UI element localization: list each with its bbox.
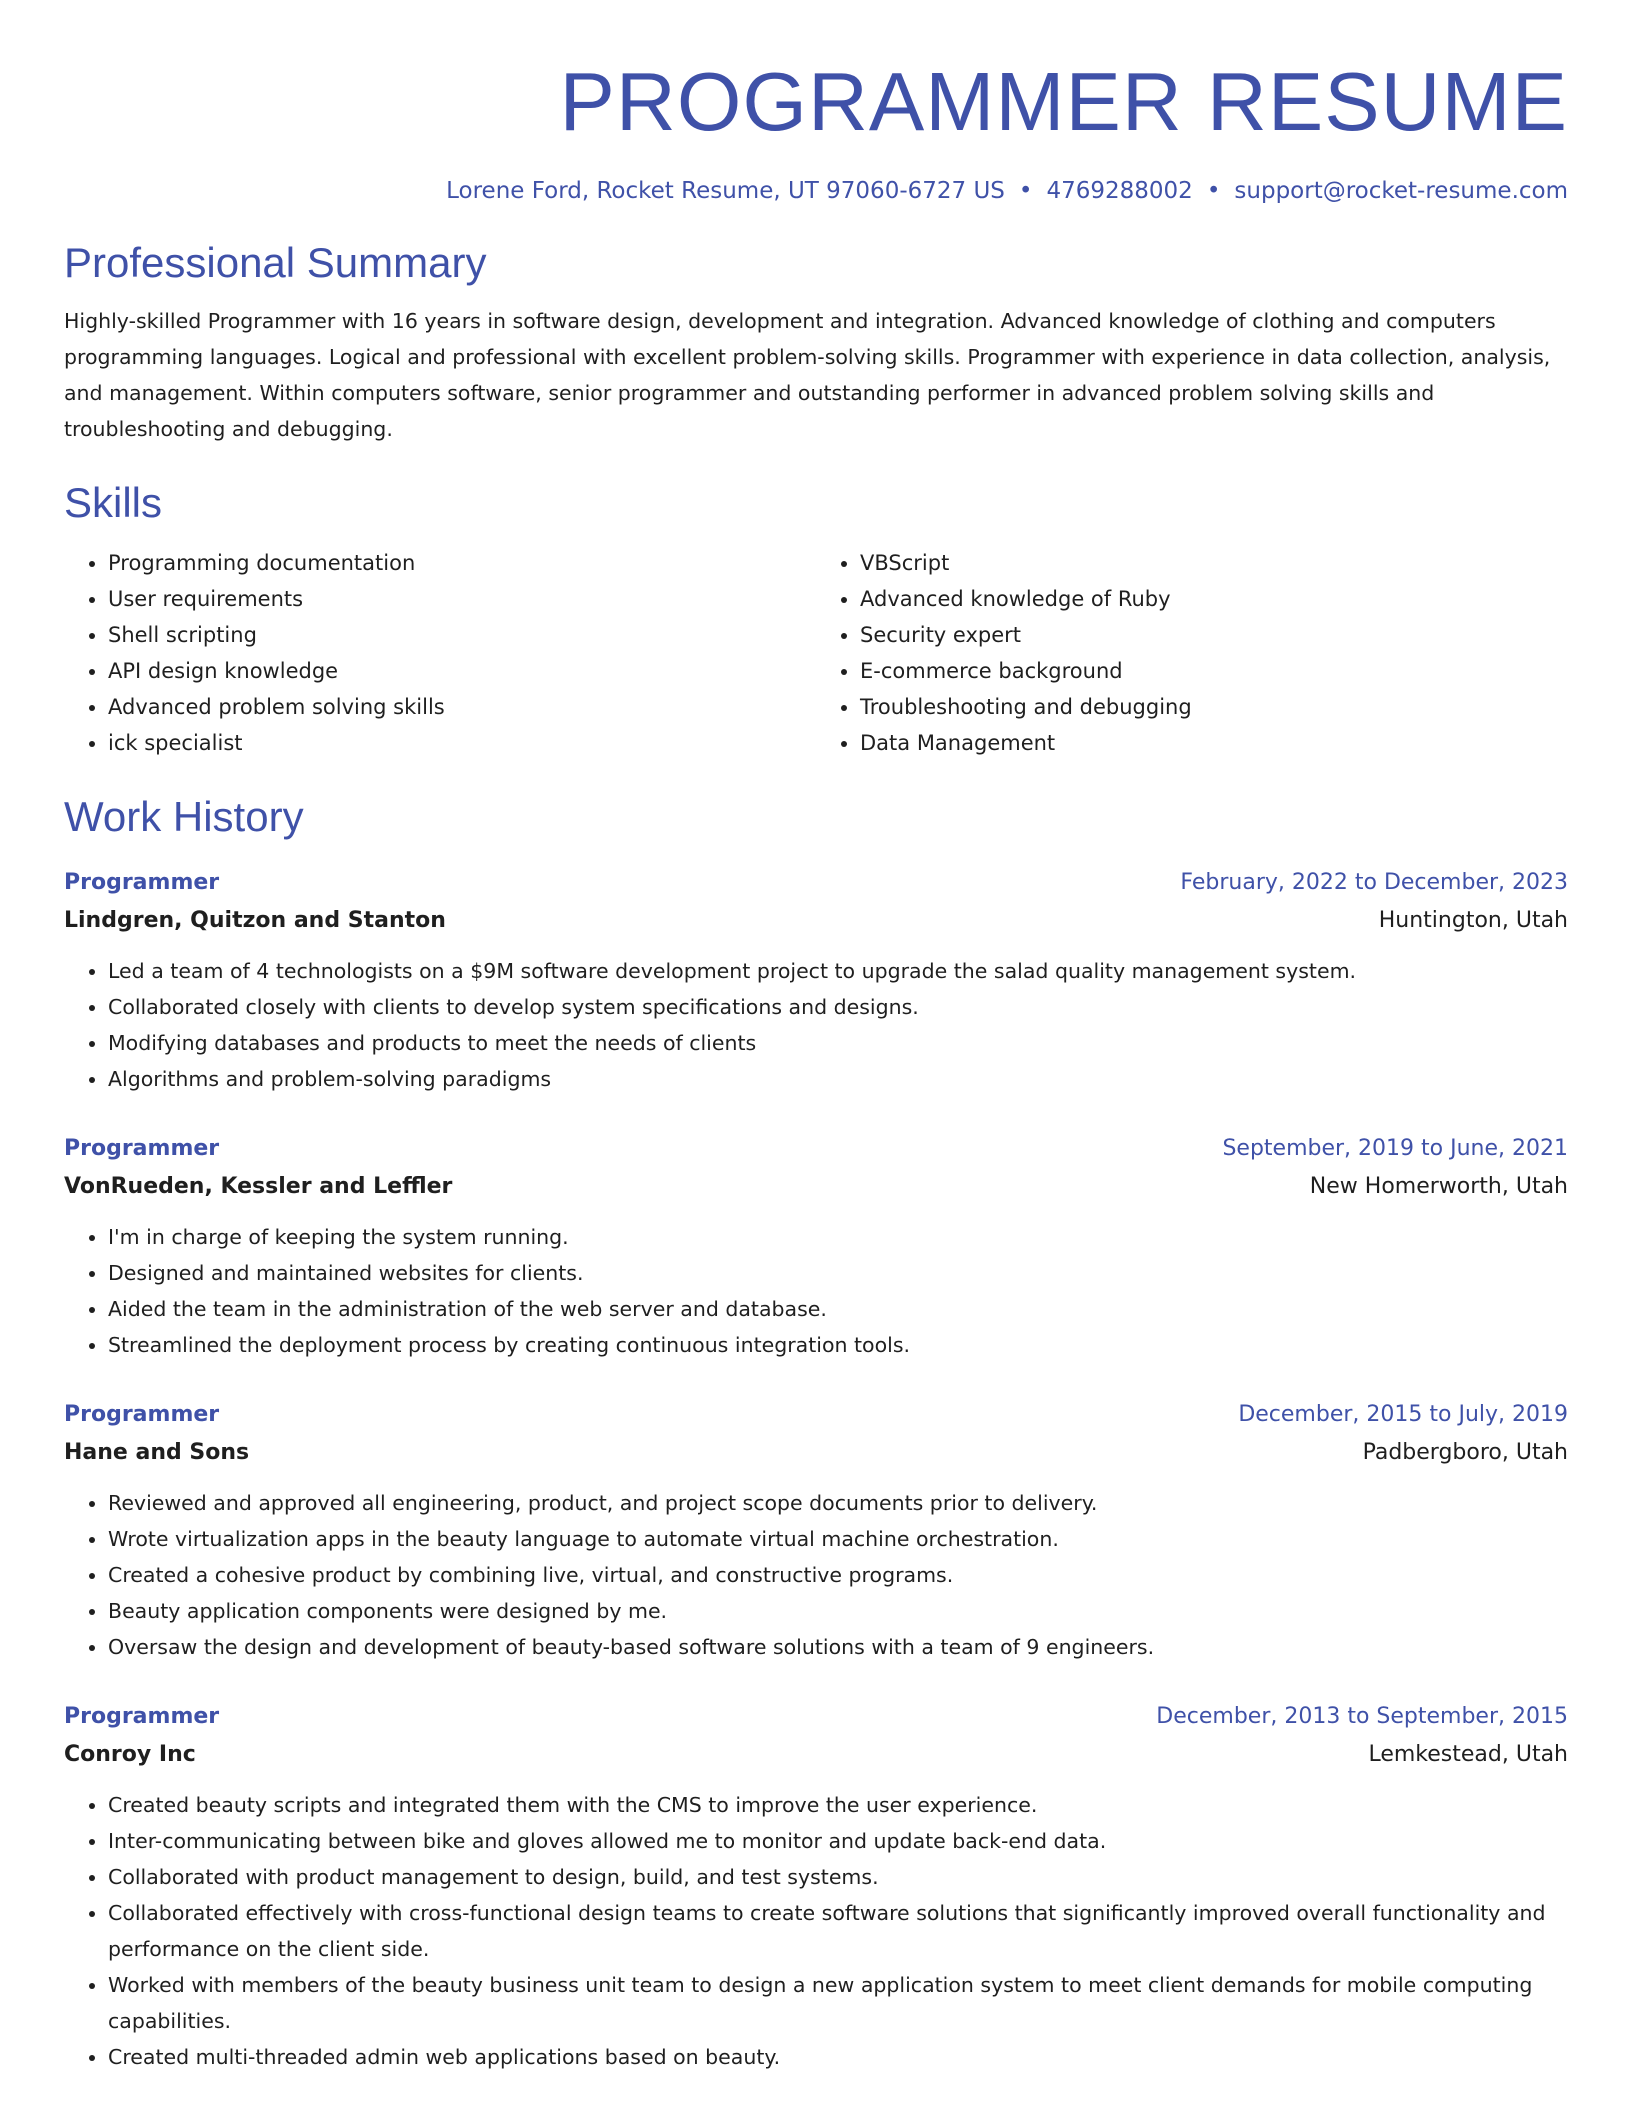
skill-item: • Programming documentation [108,545,816,581]
job-title: Programmer [64,1136,220,1161]
skills-column-left [64,545,816,761]
job-header-row [64,1701,1568,1733]
summary-heading: Professional Summary [64,239,487,286]
skills-heading: Skills [64,479,163,526]
skill-item: • E-commerce background [860,653,1568,689]
job-bullet: • Collaborated closely with clients to develop system specifications and designs. [108,989,1568,1025]
resume-header [64,0,1568,207]
job-company: Hane and Sons [64,1440,250,1465]
job-bullets [64,1787,1568,2075]
job-title: Programmer [64,1402,220,1427]
skill-item: • Shell scripting [108,617,816,653]
job-bullet: • I'm in charge of keeping the system running. [108,1219,1568,1255]
job-header-row [64,867,1568,899]
job-bullet: • Created a cohesive product by combining live, virtual, and constructive programs. [108,1557,1568,1593]
job-dates: December, 2013 to September, 2015 [1156,1704,1568,1729]
contact-address: Lorene Ford, Rocket Resume, UT 97060-6727 US [446,178,1005,204]
work-history-heading: Work History [64,793,304,840]
contact-separator: • [1018,178,1033,204]
skill-item: • ick specialist [108,725,816,761]
job-bullet: • Collaborated with product management to design, build, and test systems. [108,1859,1568,1895]
job-header-row [64,1133,1568,1165]
job-bullet: • Reviewed and approved all engineering, product, and project scope documents prior to delivery. [108,1485,1568,1521]
job-bullet: • Algorithms and problem-solving paradigms [108,1061,1568,1097]
job-bullet: • Streamlined the deployment process by creating continuous integration tools. [108,1327,1568,1363]
job-bullet: • Worked with members of the beauty business unit team to design a new application system to meet client demands for mobile computing capabilities. [108,1967,1568,2039]
job-header-row [64,1399,1568,1431]
skill-item: • Troubleshooting and debugging [860,689,1568,725]
skill-item: • Data Management [860,725,1568,761]
resume-title: PROGRAMMER RESUME [559,55,1568,148]
job-location: New Homerworth, Utah [1309,1174,1568,1199]
job-bullet: • Wrote virtualization apps in the beauty language to automate virtual machine orchestration. [108,1521,1568,1557]
contact-email[interactable]: support@rocket-resume.com [1234,178,1568,204]
job-company: Conroy Inc [64,1742,196,1767]
contact-phone[interactable]: 4769288002 [1046,178,1193,204]
job-bullet: • Modifying databases and products to meet the needs of clients [108,1025,1568,1061]
job-bullet: • Created multi-threaded admin web applications based on beauty. [108,2039,1568,2075]
job-company: Lindgren, Quitzon and Stanton [64,908,446,933]
skill-item: • VBScript [860,545,1568,581]
job-company-row [64,1431,1568,1469]
job-bullet: • Collaborated effectively with cross-functional design teams to create software solutions that significantly improved overall functionality and performance on the client side. [108,1895,1568,1967]
summary-text: Highly-skilled Programmer with 16 years in software design, development and integration. Advanced knowledge of clothing and computers programming languages. Logical and professional with excellent problem-solving skills. Programmer with experience in data collection, analysis, and management. Within computers software, senior programmer and outstanding performer in advanced problem solving skills and troubleshooting and debugging. [64,309,1551,441]
job-bullet: • Oversaw the design and development of beauty-based software solutions with a team of 9 engineers. [108,1629,1568,1665]
job-title: Programmer [64,1704,220,1729]
job-bullet: • Designed and maintained websites for clients. [108,1255,1568,1291]
job-company-row [64,1733,1568,1771]
skill-item: • Advanced problem solving skills [108,689,816,725]
job-bullets [64,1485,1568,1665]
job-location: Lemkestead, Utah [1368,1742,1568,1767]
skill-item: • Security expert [860,617,1568,653]
job-location: Huntington, Utah [1378,908,1568,933]
job-bullets [64,953,1568,1097]
job-bullet: • Created beauty scripts and integrated them with the CMS to improve the user experience. [108,1787,1568,1823]
job-bullet: • Aided the team in the administration of the web server and database. [108,1291,1568,1327]
job-bullet: • Inter-communicating between bike and gloves allowed me to monitor and update back-end data. [108,1823,1568,1859]
job-entry [64,1701,1568,2075]
contact-line [64,175,1568,207]
skill-item: • User requirements [108,581,816,617]
job-entry [64,1133,1568,1363]
job-company-row [64,1165,1568,1203]
skill-item: • API design knowledge [108,653,816,689]
job-location: Padbergboro, Utah [1362,1440,1568,1465]
job-entry [64,867,1568,1097]
job-bullet: • Beauty application components were designed by me. [108,1593,1568,1629]
job-bullet: • Led a team of 4 technologists on a $9M software development project to upgrade the salad quality management system. [108,953,1568,989]
job-dates: December, 2015 to July, 2019 [1238,1402,1568,1427]
job-dates: September, 2019 to June, 2021 [1222,1136,1568,1161]
job-entry [64,1399,1568,1665]
job-bullets [64,1219,1568,1363]
job-company: VonRueden, Kessler and Leffler [64,1174,453,1199]
job-dates: February, 2022 to December, 2023 [1180,870,1568,895]
skill-item: • Advanced knowledge of Ruby [860,581,1568,617]
job-company-row [64,899,1568,937]
job-title: Programmer [64,870,220,895]
skills-list [64,545,1568,761]
skills-column-right [816,545,1568,761]
contact-separator: • [1206,178,1221,204]
